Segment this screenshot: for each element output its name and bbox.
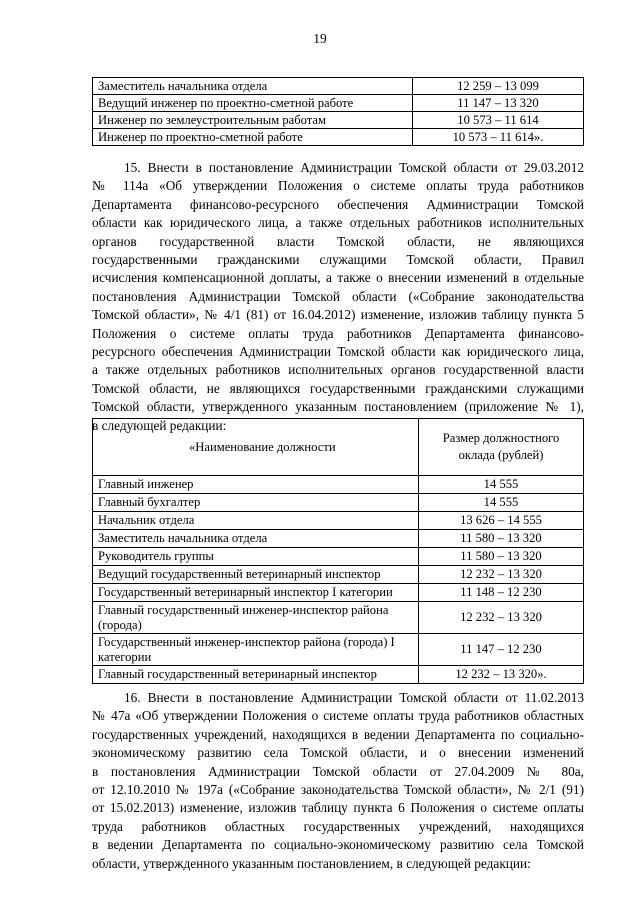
text-line: Департамента финансово-ресурсного обеспечения Администрации Томской	[92, 196, 584, 212]
text-line: Томской области», № 4/1 (81) от 16.04.2012) изменение, изложив таблицу пункта 5	[92, 307, 584, 323]
salary-cell: 13 626 – 14 555	[419, 512, 584, 530]
table-row	[93, 530, 584, 548]
position-cell: Государственный ветеринарный инспектор I категории	[93, 584, 419, 602]
table-row	[93, 548, 584, 566]
position-cell: Инженер по землеустроительным работам	[93, 112, 413, 129]
position-cell: Главный государственный ветеринарный инспектор	[93, 666, 419, 684]
position-cell: Заместитель начальника отдела	[93, 78, 413, 95]
text-line: от 12.10.2010 № 197а («Собрание законодательства Томской области», № 2/1 (91)	[92, 782, 584, 798]
text-line: в ведении Департамента по социально-экономическому развитию села Томской	[92, 837, 584, 853]
text-line: 15. Внести в постановление Администрации Томской области от 29.03.2012	[124, 160, 584, 175]
salary-cell: 10 573 – 11 614	[413, 112, 584, 129]
salary-cell: 12 232 – 13 320	[419, 566, 584, 584]
position-cell: Начальник отдела	[93, 512, 419, 530]
salary-cell: 14 555	[419, 476, 584, 494]
table-row	[93, 666, 584, 684]
text-line: в следующей редакции:	[92, 417, 227, 433]
table-row	[93, 476, 584, 494]
text-line: постановления Администрации Томской области («Собрание законодательства	[92, 288, 584, 304]
text-line: труда работников областных государственных учреждений, находящихся	[92, 818, 584, 834]
text-line: 16. Внести в постановление Администрации Томской области от 11.02.2013	[124, 690, 584, 705]
table-row	[93, 78, 584, 95]
salary-cell: 11 580 – 13 320	[419, 530, 584, 548]
table-row	[93, 112, 584, 129]
salary-cell: 11 148 – 12 230	[419, 584, 584, 602]
salary-cell: 11 147 – 12 230	[419, 634, 584, 666]
position-cell: Заместитель начальника отдела	[93, 530, 419, 548]
paragraph-15	[92, 159, 584, 435]
table-row	[93, 512, 584, 530]
text-line: в постановления Администрации Томской области от 27.04.2009 № 80а,	[92, 763, 584, 779]
text-line: Томской области, не являющихся государственными гражданскими служащими	[92, 380, 584, 396]
position-cell: Главный государственный инженер-инспектор района (города)	[93, 602, 419, 634]
salary-cell: 10 573 – 11 614».	[413, 129, 584, 146]
text-line: а также отдельных работников исполнительных органов государственной власти	[92, 362, 584, 378]
salary-table	[92, 418, 584, 684]
table-row	[93, 95, 584, 112]
position-cell: Государственный инженер-инспектор района (города) I категории	[93, 634, 419, 666]
page-number: 19	[313, 31, 327, 46]
text-line: № 47а «Об утверждении Положения о системе оплаты труда работников областных	[92, 708, 584, 724]
position-cell: Руководитель группы	[93, 548, 419, 566]
header-salary: Размер должностного оклада (рублей)	[419, 419, 584, 476]
text-line: Томской области, утвержденного указанным постановлением (приложение № 1),	[92, 399, 584, 415]
table-row	[93, 584, 584, 602]
table-header-row	[93, 419, 584, 476]
salary-cell: 14 555	[419, 494, 584, 512]
text-line: экономическому развитию села Томской области, и о внесении изменений	[92, 745, 584, 761]
salary-table-continued	[92, 77, 584, 146]
text-line: области как юридического лица, а также отдельных работников исполнительных	[92, 215, 584, 231]
paragraph-16	[92, 689, 584, 873]
table-row	[93, 634, 584, 666]
table-row	[93, 494, 584, 512]
text-line: государственных учреждений, находящихся в ведении Департамента по социально-	[92, 726, 584, 742]
salary-cell: 11 147 – 13 320	[413, 95, 584, 112]
salary-cell: 11 580 – 13 320	[419, 548, 584, 566]
table-row	[93, 602, 584, 634]
position-cell: Ведущий инженер по проектно-сметной работе	[93, 95, 413, 112]
salary-cell: 12 259 – 13 099	[413, 78, 584, 95]
header-position: «Наименование должности	[93, 419, 419, 476]
text-line: ресурсного обеспечения Администрации Томской области как юридического лица,	[92, 344, 584, 360]
text-line: от 15.02.2013) изменение, изложив таблицу пункта 6 Положения о системе оплаты	[92, 800, 584, 816]
position-cell: Инженер по проектно-сметной работе	[93, 129, 413, 146]
position-cell: Ведущий государственный ветеринарный инспектор	[93, 566, 419, 584]
salary-cell: 12 232 – 13 320	[419, 602, 584, 634]
salary-cell: 12 232 – 13 320».	[419, 666, 584, 684]
text-line: исчисления компенсационной доплаты, а также о внесении изменений в отдельные	[92, 270, 584, 286]
position-cell: Главный инженер	[93, 476, 419, 494]
text-line: Положения о системе оплаты труда работников Департамента финансово-	[92, 325, 584, 341]
text-line: органов государственной власти Томской области, не являющихся	[92, 233, 584, 249]
text-line: государственными гражданскими служащими Томской области, Правил	[92, 252, 584, 268]
table-row	[93, 129, 584, 146]
text-line: области, утвержденного указанным постановлением, в следующей редакции:	[92, 855, 531, 871]
position-cell: Главный бухгалтер	[93, 494, 419, 512]
text-line: № 114а «Об утверждении Положения о системе оплаты труда работников	[92, 178, 584, 194]
table-row	[93, 566, 584, 584]
